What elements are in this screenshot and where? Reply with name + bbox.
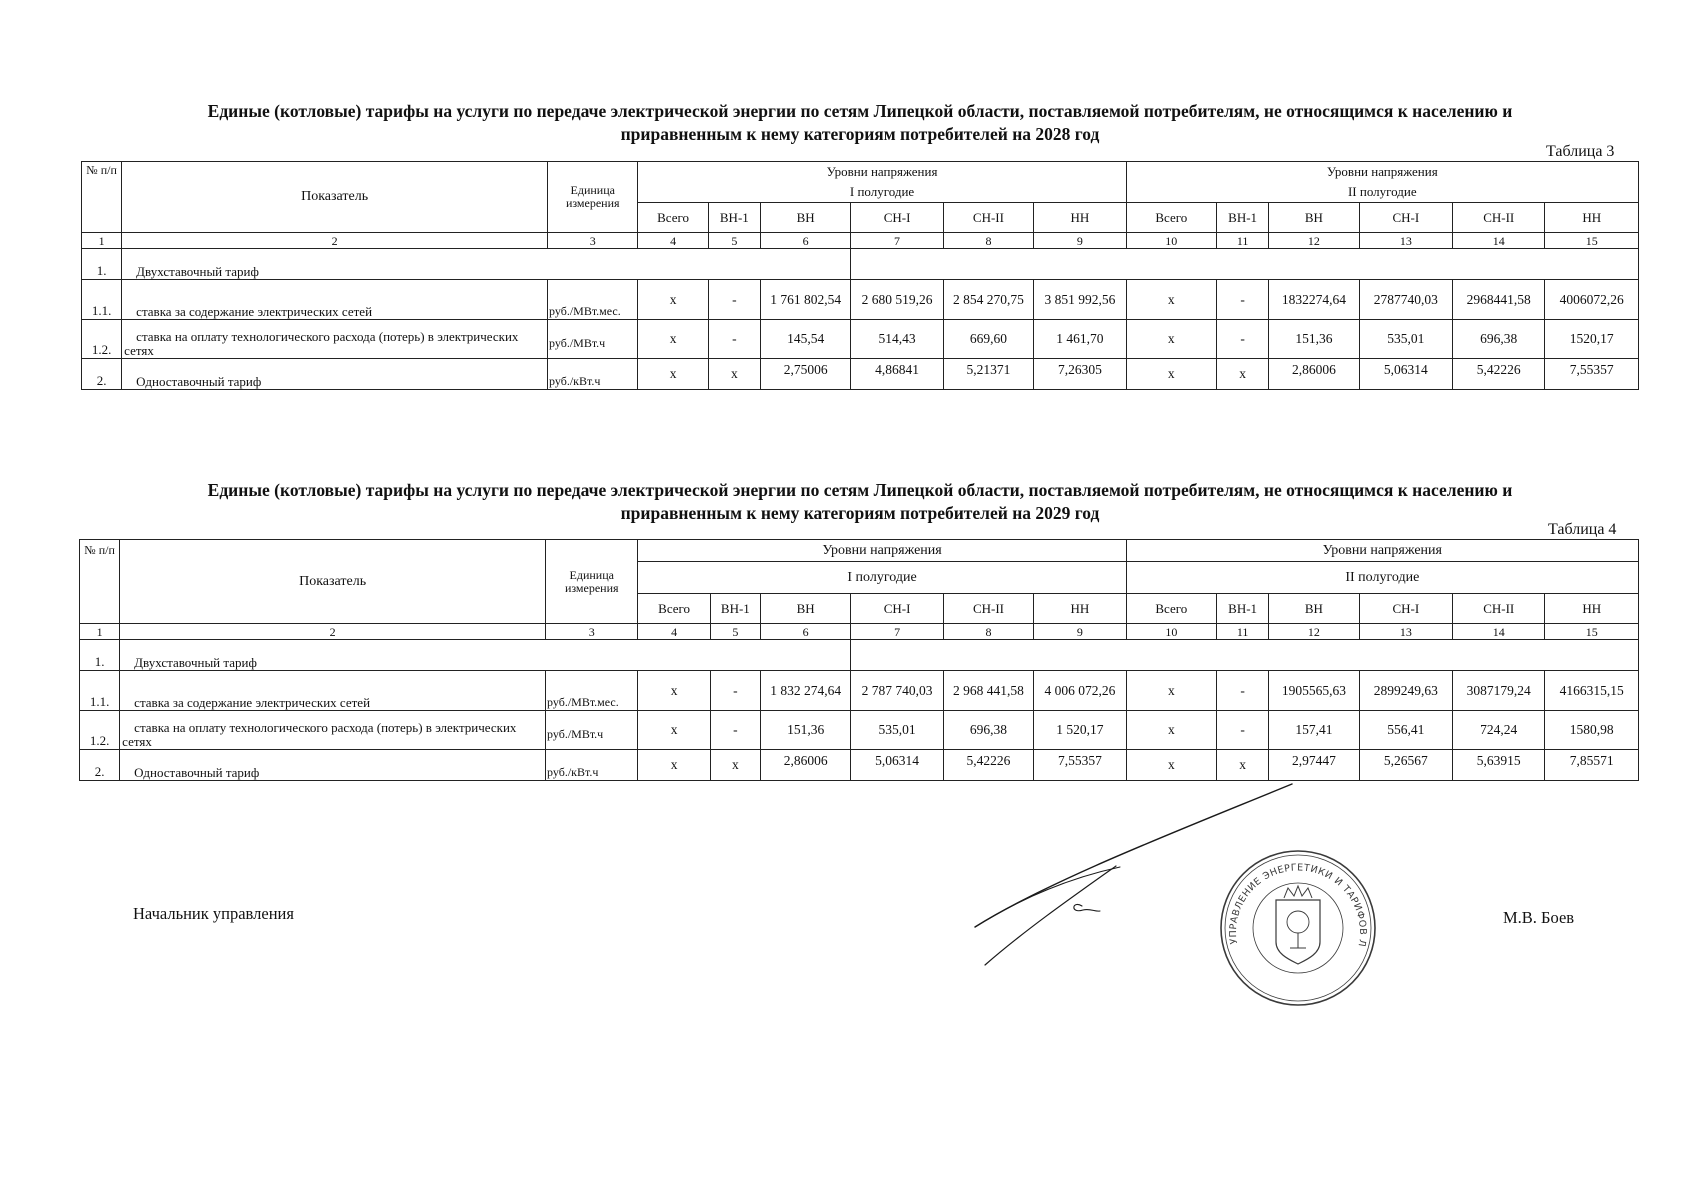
col-number: 11 [1217, 624, 1269, 640]
row-label: ставка на оплату технологического расхода (потерь) в электрических сетях [120, 711, 546, 750]
table-4-title-line1: Единые (котловые) тарифы на услуги по передаче электрической энергии по сетям Липецкой области, поставляемой потребителям, не относящимся к населению и [207, 480, 1513, 500]
col-number: 10 [1126, 624, 1216, 640]
col-head: ВН-1 [708, 203, 760, 233]
cell-value: 1 461,70 [1034, 320, 1126, 359]
col-head: НН [1545, 203, 1639, 233]
col-head-unit: Единица измерения [546, 540, 638, 624]
cell-value: 556,41 [1359, 711, 1452, 750]
row-label: ставка за содержание электрических сетей [120, 671, 546, 711]
col-head-levels-h2: Уровни напряжения [1126, 540, 1638, 562]
cell-value: 7,85571 [1545, 750, 1639, 781]
col-number: 4 [638, 624, 710, 640]
cell-value: 4,86841 [851, 359, 943, 390]
cell-value: х [1126, 359, 1216, 390]
cell-value: 1 761 802,54 [760, 280, 850, 320]
cell-value: - [710, 671, 760, 711]
cell-value: 5,21371 [943, 359, 1033, 390]
cell-value: 696,38 [943, 711, 1033, 750]
col-number: 3 [546, 624, 638, 640]
col-number: 14 [1453, 624, 1545, 640]
section-label: Двухставочный тариф [120, 640, 851, 671]
col-head: СН-I [1359, 594, 1452, 624]
cell-value: 4 006 072,26 [1034, 671, 1126, 711]
col-head: Всего [638, 203, 708, 233]
cell-value: 724,24 [1453, 711, 1545, 750]
col-head: НН [1545, 594, 1639, 624]
col-head: Всего [1126, 203, 1216, 233]
table-3-title-line1: Единые (котловые) тарифы на услуги по передаче электрической энергии по сетям Липецкой области, поставляемой потребителям, не относящимся к населению и [207, 101, 1513, 121]
cell-value: х [1126, 320, 1216, 359]
row-num: 1.1. [82, 280, 122, 320]
cell-value: х [638, 711, 710, 750]
cell-value: х [638, 750, 710, 781]
cell-value: х [1217, 750, 1269, 781]
col-head: НН [1034, 594, 1126, 624]
cell-value: - [708, 320, 760, 359]
cell-value: 535,01 [1359, 320, 1452, 359]
row-label: Одноставочный тариф [122, 359, 548, 390]
cell-value: х [708, 359, 760, 390]
cell-value: 145,54 [760, 320, 850, 359]
col-head: СН-II [943, 203, 1033, 233]
col-head-half1: I полугодие [638, 183, 1126, 203]
row-unit: руб./МВт.ч [548, 320, 638, 359]
row-label: ставка за содержание электрических сетей [122, 280, 548, 320]
col-head-half1: I полугодие [638, 562, 1126, 594]
cell-value: 2,86006 [760, 750, 850, 781]
col-number: 9 [1034, 624, 1126, 640]
cell-value: 2 968 441,58 [943, 671, 1033, 711]
col-number: 2 [122, 233, 548, 249]
col-head-levels-h1: Уровни напряжения [638, 162, 1126, 183]
col-number: 13 [1359, 624, 1452, 640]
cell-value: 1580,98 [1545, 711, 1639, 750]
cell-value: - [1217, 280, 1269, 320]
stamp-text: УПРАВЛЕНИЕ ЭНЕРГЕТИКИ И ТАРИФОВ ЛИПЕЦКОЙ ОБЛАСТИ [1227, 862, 1369, 948]
cell-value: 157,41 [1269, 711, 1359, 750]
col-number: 11 [1217, 233, 1269, 249]
cell-value: 5,63915 [1453, 750, 1545, 781]
col-number: 1 [80, 624, 120, 640]
col-number: 4 [638, 233, 708, 249]
cell-value: х [710, 750, 760, 781]
cell-value: 2968441,58 [1453, 280, 1545, 320]
signature-strokes [975, 784, 1292, 965]
cell-value: - [710, 711, 760, 750]
cell-value: х [1126, 280, 1216, 320]
col-number: 12 [1269, 624, 1359, 640]
cell-value: х [1126, 711, 1216, 750]
cell-value: 2787740,03 [1359, 280, 1452, 320]
col-number: 6 [760, 233, 850, 249]
cell-value: х [1126, 671, 1216, 711]
signatory-name: М.В. Боев [1503, 908, 1575, 927]
row-num: 1. [82, 249, 122, 280]
col-head-levels-h1: Уровни напряжения [638, 540, 1126, 562]
col-number: 15 [1545, 624, 1639, 640]
cell-value: 7,55357 [1034, 750, 1126, 781]
row-num: 2. [80, 750, 120, 781]
col-number: 12 [1269, 233, 1359, 249]
cell-value: 5,06314 [851, 750, 943, 781]
signatory-position: Начальник управления [133, 904, 294, 923]
cell-value: 2 854 270,75 [943, 280, 1033, 320]
col-number: 5 [708, 233, 760, 249]
col-head-indicator: Показатель [122, 162, 548, 233]
col-head: ВН [1269, 203, 1359, 233]
cell-value: 151,36 [1269, 320, 1359, 359]
cell-value: 5,06314 [1359, 359, 1452, 390]
row-num: 1.2. [82, 320, 122, 359]
cell-value: х [638, 359, 708, 390]
cell-value: 2,97447 [1269, 750, 1359, 781]
col-head: СН-I [851, 203, 943, 233]
cell-value: х [1217, 359, 1269, 390]
col-head: НН [1034, 203, 1126, 233]
col-head: ВН-1 [1217, 203, 1269, 233]
col-number: 2 [120, 624, 546, 640]
cell-value: 7,26305 [1034, 359, 1126, 390]
row-unit: руб./МВт.мес. [548, 280, 638, 320]
col-head: СН-II [943, 594, 1033, 624]
cell-value: 7,55357 [1545, 359, 1639, 390]
cell-value: 4166315,15 [1545, 671, 1639, 711]
cell-value: 2899249,63 [1359, 671, 1452, 711]
col-number: 9 [1034, 233, 1126, 249]
col-head-half2: II полугодие [1126, 183, 1638, 203]
row-unit: руб./кВт.ч [546, 750, 638, 781]
col-number: 5 [710, 624, 760, 640]
cell-value: 5,42226 [943, 750, 1033, 781]
cell-value: 151,36 [760, 711, 850, 750]
cell-value: - [1217, 320, 1269, 359]
col-number: 8 [943, 624, 1033, 640]
cell-value: 514,43 [851, 320, 943, 359]
row-unit: руб./кВт.ч [548, 359, 638, 390]
col-head: СН-II [1453, 594, 1545, 624]
row-num: 1.1. [80, 671, 120, 711]
cell-value: х [638, 280, 708, 320]
col-head-indicator: Показатель [120, 540, 546, 624]
cell-value: 3087179,24 [1453, 671, 1545, 711]
col-number: 8 [943, 233, 1033, 249]
cell-value: 2,86006 [1269, 359, 1359, 390]
col-number: 15 [1545, 233, 1639, 249]
cell-value: х [638, 671, 710, 711]
col-head: ВН [760, 594, 850, 624]
cell-value: 1520,17 [1545, 320, 1639, 359]
cell-value: 1905565,63 [1269, 671, 1359, 711]
col-head: ВН [1269, 594, 1359, 624]
cell-value: 2,75006 [760, 359, 850, 390]
col-head-half2: II полугодие [1126, 562, 1638, 594]
col-number: 7 [851, 624, 943, 640]
cell-value: 1 520,17 [1034, 711, 1126, 750]
cell-value: 1832274,64 [1269, 280, 1359, 320]
col-head: ВН-1 [710, 594, 760, 624]
cell-value: 3 851 992,56 [1034, 280, 1126, 320]
col-number: 7 [851, 233, 943, 249]
row-num: 1. [80, 640, 120, 671]
cell-value: - [1217, 671, 1269, 711]
col-number: 1 [82, 233, 122, 249]
row-unit: руб./МВт.ч [546, 711, 638, 750]
row-num: 2. [82, 359, 122, 390]
col-head: ВН-1 [1217, 594, 1269, 624]
row-num: 1.2. [80, 711, 120, 750]
cell-value: 669,60 [943, 320, 1033, 359]
table-4-number: Таблица 4 [1548, 521, 1617, 538]
col-head-levels-h2: Уровни напряжения [1126, 162, 1638, 183]
cell-value: 5,26567 [1359, 750, 1452, 781]
cell-value: - [1217, 711, 1269, 750]
table-3-title-line2: приравненным к нему категориям потребителей на 2028 год [620, 124, 1100, 144]
cell-value: 696,38 [1453, 320, 1545, 359]
cell-value: 4006072,26 [1545, 280, 1639, 320]
col-head: ВН [760, 203, 850, 233]
row-label: ставка на оплату технологического расхода (потерь) в электрических сетях [122, 320, 548, 359]
col-head-num: № п/п [82, 162, 122, 233]
col-head: СН-I [851, 594, 943, 624]
col-head: Всего [638, 594, 710, 624]
cell-value: - [708, 280, 760, 320]
table-3-number: Таблица 3 [1546, 143, 1615, 160]
cell-value: х [638, 320, 708, 359]
table-4-title-line2: приравненным к нему категориям потребителей на 2029 год [620, 503, 1100, 523]
row-label: Одноставочный тариф [120, 750, 546, 781]
section-label: Двухставочный тариф [122, 249, 851, 280]
col-number: 6 [760, 624, 850, 640]
col-head: Всего [1126, 594, 1216, 624]
cell-value: 1 832 274,64 [760, 671, 850, 711]
col-head: СН-I [1359, 203, 1452, 233]
cell-value: 535,01 [851, 711, 943, 750]
col-number: 10 [1126, 233, 1216, 249]
col-number: 14 [1453, 233, 1545, 249]
col-head-unit: Единица измерения [548, 162, 638, 233]
row-unit: руб./МВт.мес. [546, 671, 638, 711]
cell-value: 2 787 740,03 [851, 671, 943, 711]
official-stamp [1221, 851, 1375, 1005]
col-number: 13 [1359, 233, 1452, 249]
col-number: 3 [548, 233, 638, 249]
col-head-num: № п/п [80, 540, 120, 624]
col-head: СН-II [1453, 203, 1545, 233]
cell-value: 2 680 519,26 [851, 280, 943, 320]
cell-value: 5,42226 [1453, 359, 1545, 390]
cell-value: х [1126, 750, 1216, 781]
